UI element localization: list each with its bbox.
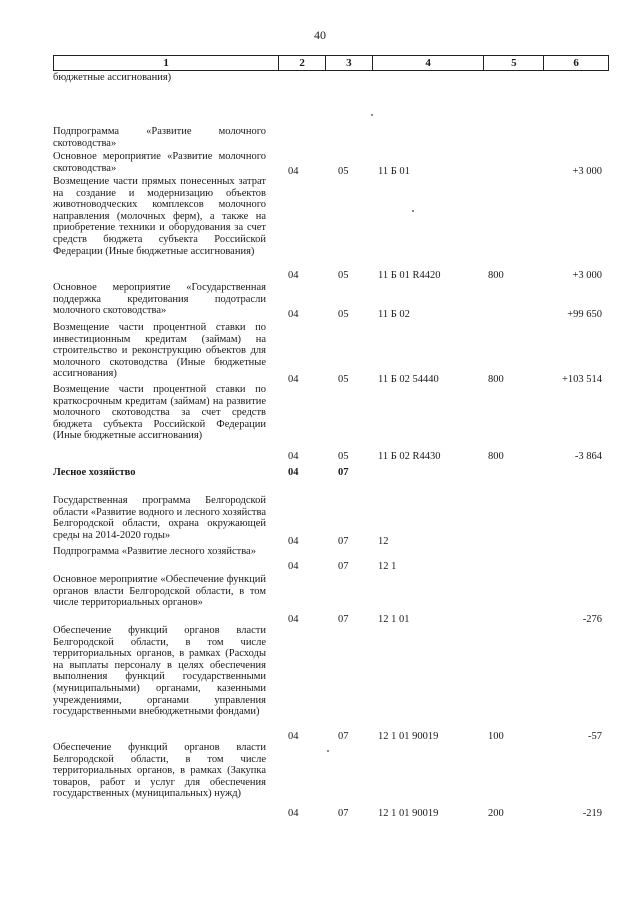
- row-expense-type: 800: [488, 374, 504, 385]
- row-section: 04: [288, 374, 299, 385]
- row-amount: -276: [582, 614, 602, 625]
- scan-speck: [327, 750, 329, 752]
- continuation-text: бюджетные ассигнования): [53, 72, 172, 83]
- row-section: 04: [288, 309, 299, 320]
- header-col-3: 3: [326, 56, 373, 70]
- scan-speck: [412, 210, 414, 212]
- row-subsection: 05: [338, 374, 349, 385]
- row-expense-type: 800: [488, 451, 504, 462]
- row-amount: +103 514: [561, 374, 602, 385]
- row-expense-type: 100: [488, 731, 504, 742]
- header-col-1: 1: [54, 56, 279, 70]
- page-number: 40: [314, 28, 326, 42]
- row-subsection: 05: [338, 309, 349, 320]
- row-subsection: 05: [338, 451, 349, 462]
- row-description: Основное мероприятие «Государственная поддержка кредитования подотрасли молочного скотоводства»: [53, 282, 266, 317]
- row-subsection: 07: [338, 561, 349, 572]
- row-expense-type: 200: [488, 808, 504, 819]
- row-subsection: 07: [338, 731, 349, 742]
- row-description: Основное мероприятие «Обеспечение функций органов власти Белгородской области, в том числе территориальных органов»: [53, 574, 266, 609]
- row-target-code: 12: [378, 536, 389, 547]
- row-target-code: 12 1 01 90019: [378, 731, 439, 742]
- row-subsection: 05: [338, 166, 349, 177]
- row-subsection: 07: [338, 467, 349, 478]
- row-section: 04: [288, 614, 299, 625]
- row-target-code: 12 1 01 90019: [378, 808, 439, 819]
- row-description: Обеспечение функций органов власти Белгородской области, в том числе территориальных органов, в рамках (Закупка товаров, работ и услуг для обеспечения государственных (муниципальных) нужд): [53, 742, 266, 800]
- row-description: Подпрограмма «Развитие молочного скотоводства»: [53, 126, 266, 149]
- row-amount: +99 650: [567, 309, 602, 320]
- row-amount: +3 000: [572, 166, 602, 177]
- scan-speck: [371, 114, 373, 116]
- table-header: [53, 55, 609, 71]
- row-target-code: 12 1: [378, 561, 397, 572]
- row-target-code: 12 1 01: [378, 614, 410, 625]
- row-section: 04: [288, 561, 299, 572]
- row-target-code: 11 Б 02 54440: [378, 374, 439, 385]
- row-subsection: 07: [338, 536, 349, 547]
- row-target-code: 11 Б 01 R4420: [378, 270, 441, 281]
- row-description: Подпрограмма «Развитие лесного хозяйства»: [53, 546, 256, 557]
- row-description: Возмещение части прямых понесенных затрат на создание и модернизацию объектов животноводческих комплексов молочного направления (молочных ферм), а также на приобретение техники и оборудования за счет средств бюджета субъекта Российской Федерации (Иные бюджетные ассигнования): [53, 176, 266, 257]
- row-target-code: 11 Б 01: [378, 166, 410, 177]
- row-description: Государственная программа Белгородской области «Развитие водного и лесного хозяйства Белгородской области, охрана окружающей среды на 2014-2020 годы»: [53, 495, 266, 541]
- row-section: 04: [288, 166, 299, 177]
- header-col-4: 4: [373, 56, 485, 70]
- row-subsection: 05: [338, 270, 349, 281]
- header-col-5: 5: [484, 56, 544, 70]
- row-description: Лесное хозяйство: [53, 467, 136, 478]
- header-col-6: 6: [573, 57, 579, 69]
- row-target-code: 11 Б 02 R4430: [378, 451, 441, 462]
- row-section: 04: [288, 808, 299, 819]
- row-section: 04: [288, 467, 299, 478]
- row-subsection: 07: [338, 614, 349, 625]
- row-amount: -57: [588, 731, 602, 742]
- row-section: 04: [288, 536, 299, 547]
- row-description: Возмещение части процентной ставки по инвестиционным кредитам (займам) на строительство и реконструкцию объектов для молочного скотоводства (Иные бюджетные ассигнования): [53, 322, 266, 380]
- row-expense-type: 800: [488, 270, 504, 281]
- row-amount: -3 864: [574, 451, 602, 462]
- row-amount: +3 000: [572, 270, 602, 281]
- row-amount: -219: [582, 808, 602, 819]
- header-col-2: 2: [279, 56, 326, 70]
- row-section: 04: [288, 731, 299, 742]
- row-target-code: 11 Б 02: [378, 309, 410, 320]
- row-description: Возмещение части процентной ставки по краткосрочным кредитам (займам) на развитие молочного скотоводства за счет средств бюджета субъекта Российской Федерации (Иные бюджетные ассигнования): [53, 384, 266, 442]
- row-section: 04: [288, 270, 299, 281]
- row-description: Обеспечение функций органов власти Белгородской области, в том числе территориальных органов, в рамках (Расходы на выплаты персоналу в целях обеспечения выполнения функций государственными (муниципальными) органами, казенными учреждениями, органами управления государственными внебюджетными фондами): [53, 625, 266, 718]
- row-description: Основное мероприятие «Развитие молочного скотоводства»: [53, 151, 266, 174]
- row-subsection: 07: [338, 808, 349, 819]
- row-section: 04: [288, 451, 299, 462]
